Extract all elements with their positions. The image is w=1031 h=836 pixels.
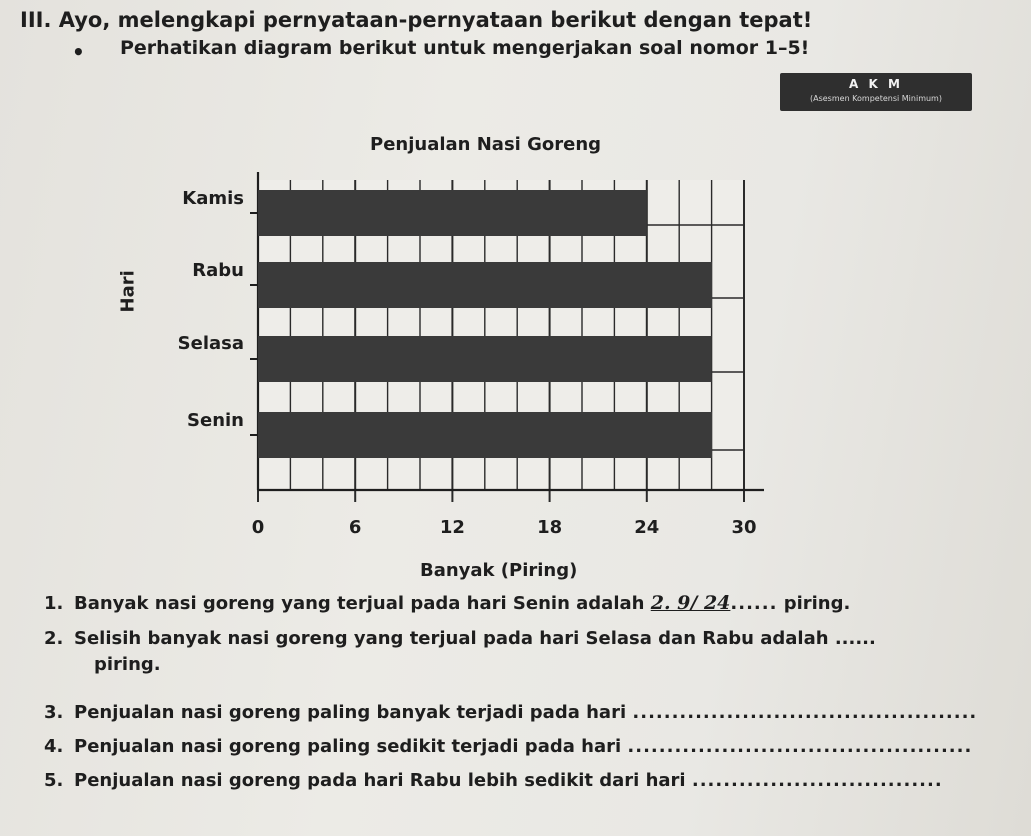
category-label: Kamis — [182, 188, 244, 209]
question-number: 5. — [44, 770, 64, 791]
question-3 — [44, 702, 977, 723]
bar-senin — [258, 412, 712, 458]
question-2 — [44, 628, 876, 649]
bullet-point: • — [72, 40, 85, 64]
handwritten-answer[interactable]: 2. 9/ 24 — [650, 592, 731, 614]
question-suffix: piring. — [777, 593, 851, 614]
badge-title: A K M — [849, 77, 903, 91]
question-text: Banyak nasi goreng yang terjual pada hari Senin adalah — [74, 593, 651, 614]
badge-subtitle: (Asesmen Kompetensi Minimum) — [810, 94, 942, 103]
question-number: 3. — [44, 702, 64, 723]
x-tick-label: 12 — [439, 517, 465, 538]
bar-selasa — [258, 336, 712, 382]
x-tick-label: 30 — [731, 517, 757, 538]
question-text: Penjualan nasi goreng pada hari Rabu lebih sedikit dari hari — [74, 770, 692, 791]
answer-blank: ...... — [730, 593, 778, 614]
question-text: Penjualan nasi goreng paling banyak terjadi pada hari — [74, 702, 633, 723]
answer-blank[interactable]: ............................................ — [632, 702, 978, 723]
bar-kamis — [258, 190, 647, 236]
x-axis-label: Banyak (Piring) — [420, 560, 578, 581]
question-5 — [44, 770, 943, 791]
question-number: 4. — [44, 736, 64, 757]
question-number: 1. — [44, 593, 64, 614]
x-tick-label: 18 — [537, 517, 563, 538]
category-label: Senin — [187, 410, 244, 431]
x-tick-label: 6 — [348, 517, 362, 538]
chart-title: Penjualan Nasi Goreng — [370, 134, 602, 155]
x-tick-label: 0 — [251, 517, 265, 538]
y-axis-label: Hari — [117, 270, 139, 313]
question-number: 2. — [44, 628, 64, 649]
answer-blank[interactable]: ................................ — [691, 770, 943, 791]
instruction-text: Perhatikan diagram berikut untuk mengerjakan soal nomor 1–5! — [120, 37, 810, 59]
category-label: Rabu — [192, 260, 244, 281]
question-text: Penjualan nasi goreng paling sedikit terjadi pada hari — [74, 736, 628, 757]
question-2-continuation: piring. — [94, 654, 161, 675]
question-1 — [44, 592, 850, 614]
question-text[interactable]: Selisih banyak nasi goreng yang terjual pada hari Selasa dan Rabu adalah ...... — [74, 628, 876, 649]
answer-blank[interactable]: ............................................ — [627, 736, 973, 757]
section-heading: III. Ayo, melengkapi pernyataan-pernyataan berikut dengan tepat! — [20, 8, 813, 32]
category-label: Selasa — [177, 333, 244, 354]
bar-rabu — [258, 262, 712, 308]
x-tick-label: 24 — [634, 517, 660, 538]
question-4 — [44, 736, 972, 757]
